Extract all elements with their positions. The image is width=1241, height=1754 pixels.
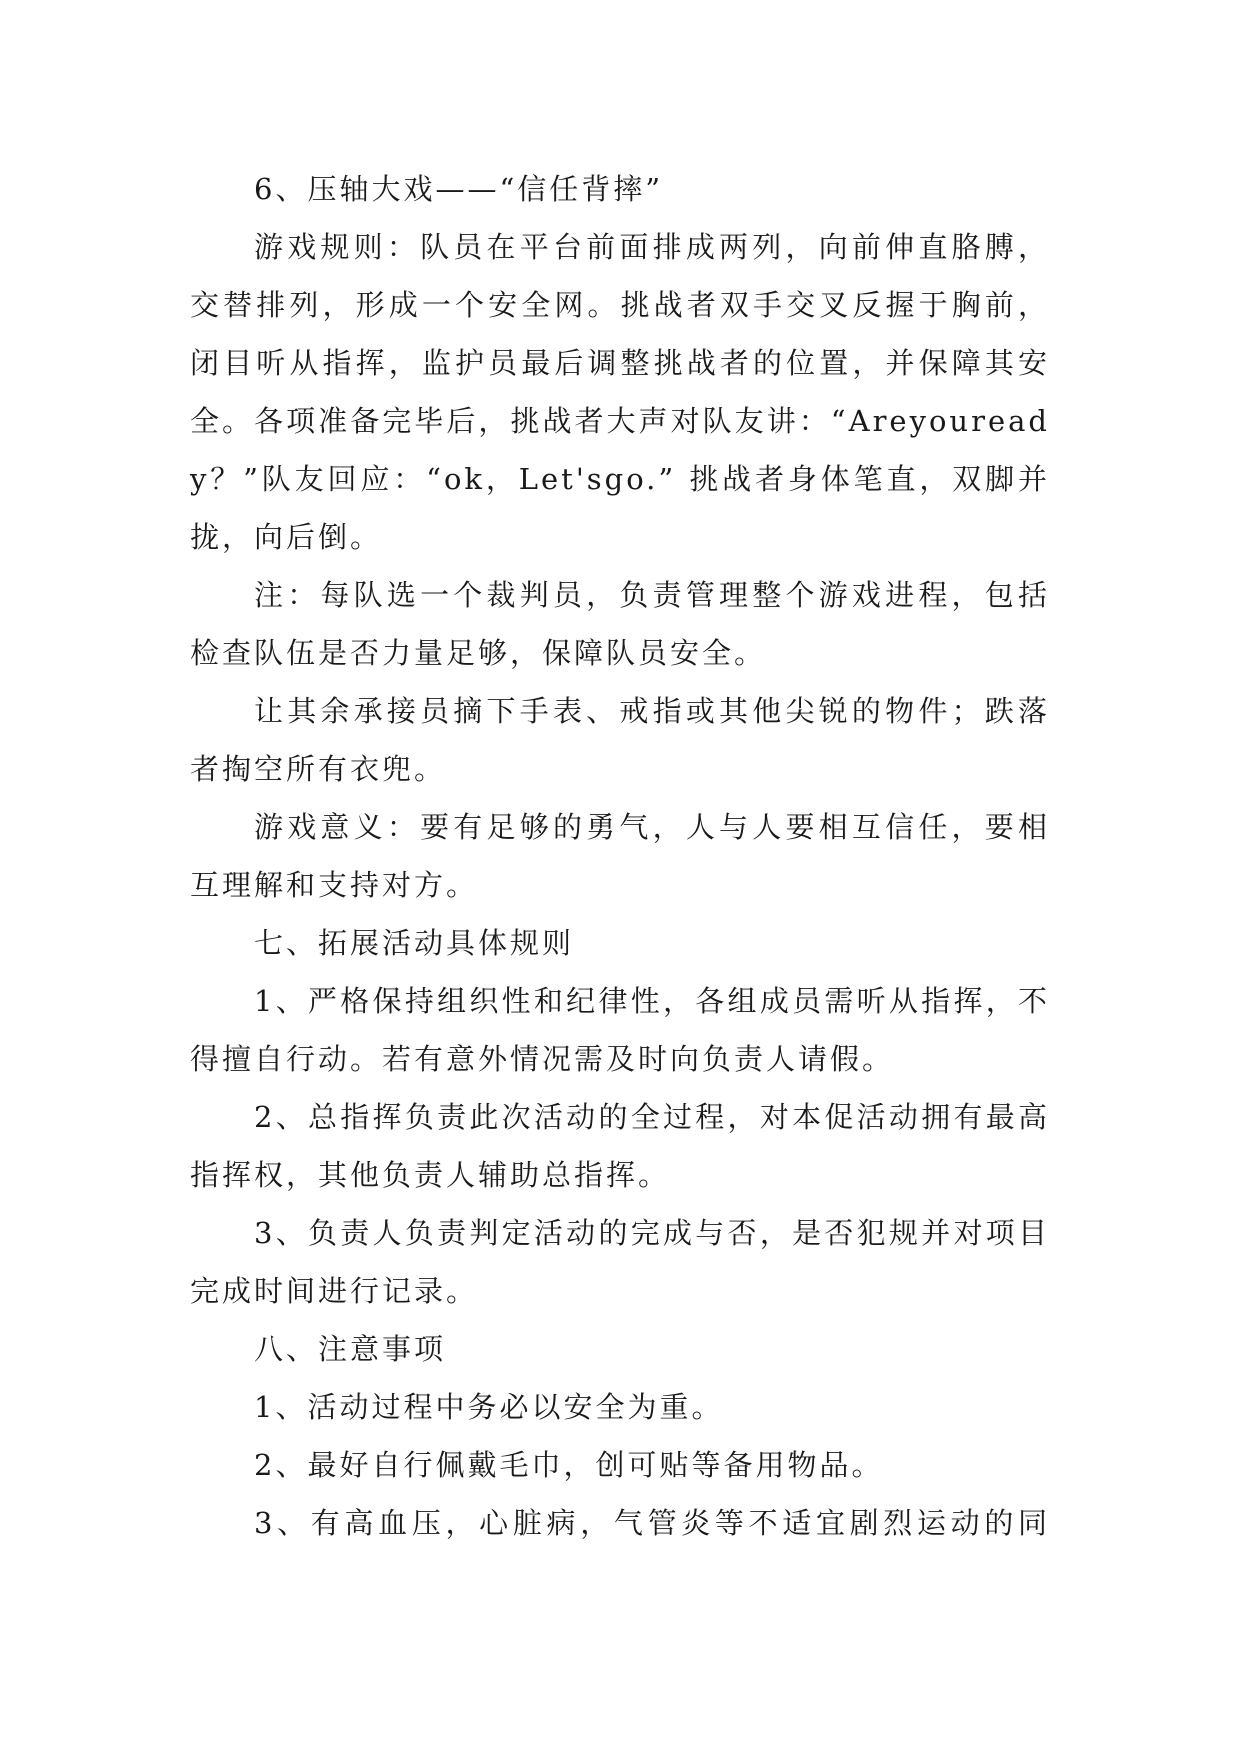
section-heading-trust-fall: 6、压轴大戏——“信任背摔” [254,172,664,206]
paragraph-rule-1: 1、严格保持组织性和纪律性，各组成员需听从指挥，不得擅自行动。若有意外情况需及时向负责人请假。 [190,984,1050,1076]
section-heading-notes: 八、注意事项 [254,1332,447,1366]
paragraph-note-referee: 注：每队选一个裁判员，负责管理整个游戏进程，包括检查队伍是否力量足够，保障队员安全。 [190,578,1050,670]
paragraph-rule-2: 2、总指挥负责此次活动的全过程，对本促活动拥有最高指挥权，其他负责人辅助总指挥。 [190,1100,1050,1192]
paragraph-game-rules: 游戏规则：队员在平台前面排成两列，向前伸直胳膊，交替排列，形成一个安全网。挑战者双手交叉反握于胸前，闭目听从指挥，监护员最后调整挑战者的位置，并保障其安全。各项准备完毕后，挑战者大声对队友讲：“Areyouready？”队友回应：“ok，Let'sgo.” 挑战者身体笔直，双脚并拢，向后倒。 [190,230,1050,554]
document-body [190,160,1050,1552]
paragraph-note-1: 1、活动过程中务必以安全为重。 [254,1390,724,1424]
paragraph-note-3: 3、有高血压，心脏病，气管炎等不适宜剧烈运动的同 [254,1506,1050,1540]
paragraph-game-meaning: 游戏意义：要有足够的勇气，人与人要相互信任，要相互理解和支持对方。 [190,810,1050,902]
paragraph-remove-items: 让其余承接员摘下手表、戒指或其他尖锐的物件；跌落者掏空所有衣兜。 [190,694,1050,786]
paragraph-rule-3: 3、负责人负责判定活动的完成与否，是否犯规并对项目完成时间进行记录。 [190,1216,1050,1308]
section-heading-rules: 七、拓展活动具体规则 [254,926,575,960]
paragraph-note-2: 2、最好自行佩戴毛巾，创可贴等备用物品。 [254,1448,884,1482]
